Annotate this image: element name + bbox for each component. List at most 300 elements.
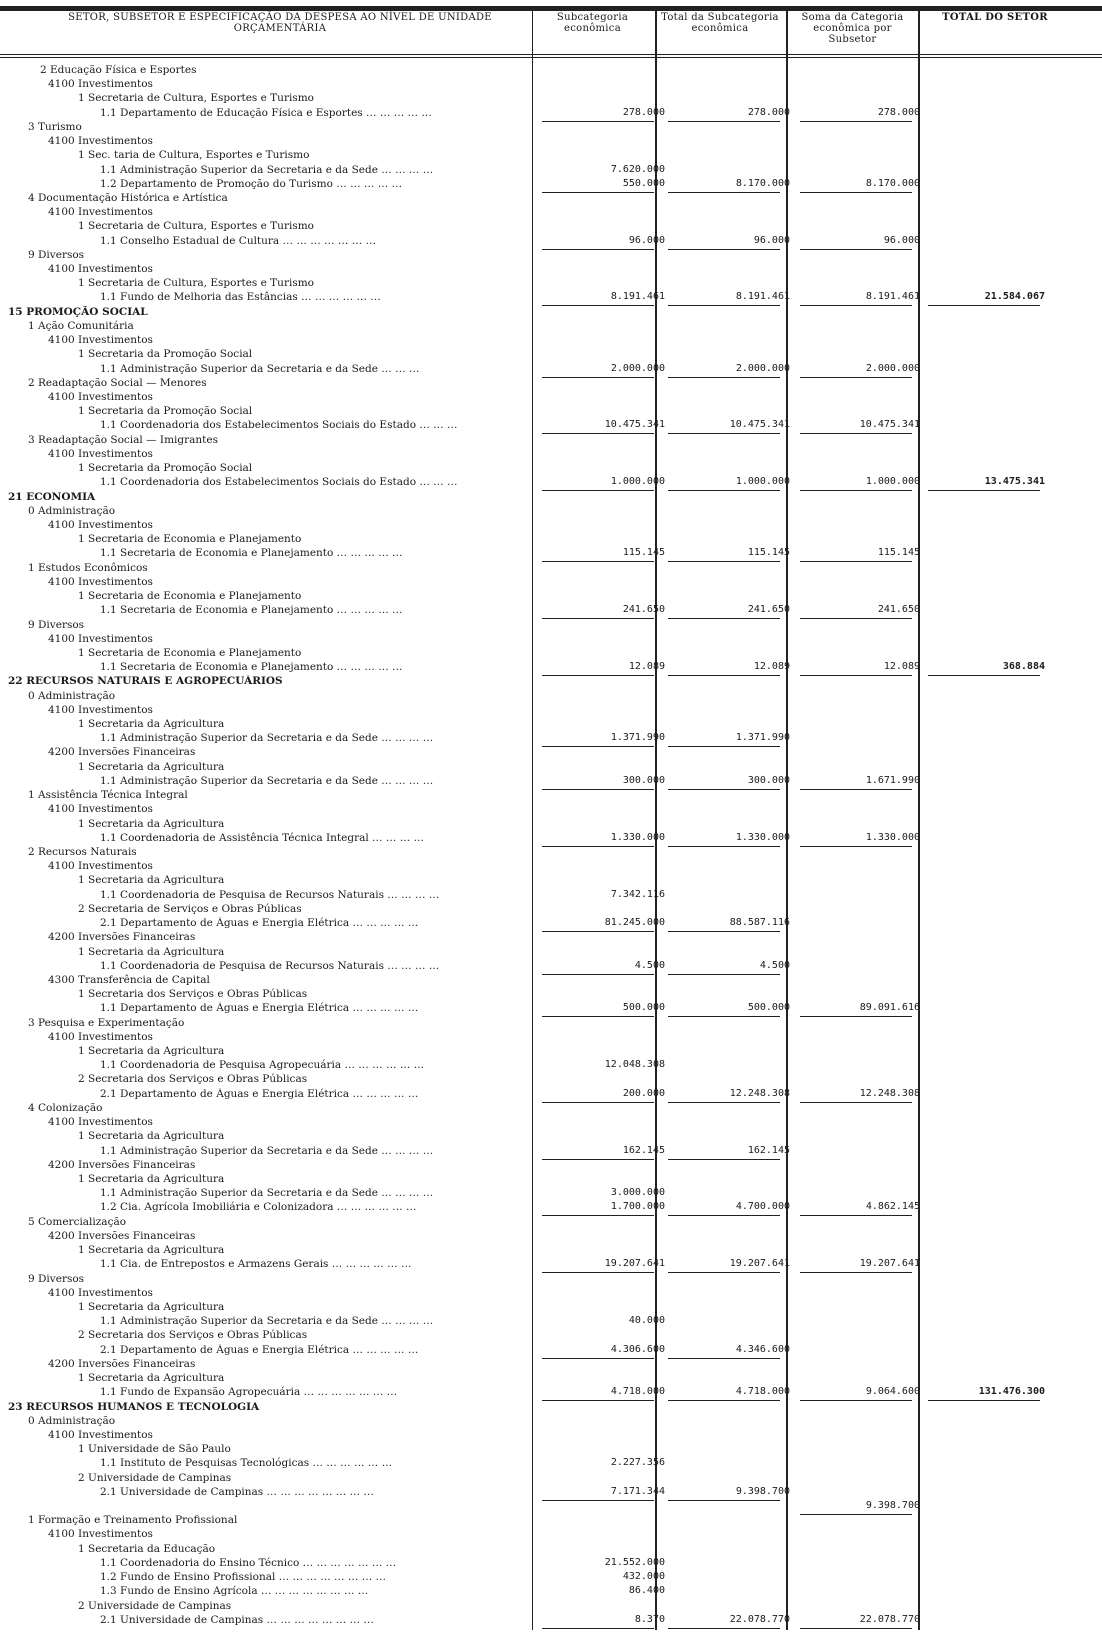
table-row: [0, 1500, 1102, 1512]
table-row: [0, 1543, 1102, 1555]
row-label: 1 Secretaria da Agricultura: [78, 1045, 225, 1057]
table-row: [0, 917, 1102, 929]
amount-c2: 1.330.000: [735, 832, 790, 843]
row-label: 4100 Investimentos: [48, 576, 153, 588]
amount-c2: 1.000.000: [735, 476, 790, 487]
table-row: [0, 1528, 1102, 1540]
amount-c2: 12.248.308: [729, 1088, 790, 1099]
row-label: 2 Universidade de Campinas: [78, 1472, 232, 1484]
table-row: [0, 1273, 1102, 1285]
row-label: 1 Secretaria da Agricultura: [78, 1130, 225, 1142]
row-label: 1.1 Administração Superior da Secretaria e da Sede … … … …: [100, 164, 434, 176]
table-row: [0, 149, 1102, 161]
amount-c1: 7.342.116: [610, 889, 665, 900]
amount-c3: 241.650: [877, 604, 920, 615]
row-label: 1 Ação Comunitária: [28, 320, 134, 332]
table-row: [0, 121, 1102, 133]
row-label: 1 Secretaria da Promoção Social: [78, 405, 253, 417]
table-row: [0, 1073, 1102, 1085]
table-row: [0, 1017, 1102, 1029]
table-row: [0, 903, 1102, 915]
row-label: 1.1 Administração Superior da Secretaria e da Sede … … … …: [100, 1145, 434, 1157]
row-label: 5 Comercialização: [28, 1216, 127, 1228]
row-label: 1 Secretaria da Agricultura: [78, 1244, 225, 1256]
table-row: [0, 1614, 1102, 1626]
table-row: [0, 64, 1102, 76]
header-total-subcategoria: Total da Subcategoria econômica: [661, 12, 779, 34]
table-row: [0, 1571, 1102, 1583]
table-row: [0, 1514, 1102, 1526]
amount-c1: 12.089: [628, 661, 665, 672]
table-row: [0, 704, 1102, 716]
table-row: [0, 1443, 1102, 1455]
row-label: 0 Administração: [28, 505, 116, 517]
table-row: [0, 690, 1102, 702]
row-label: 1 Secretaria da Promoção Social: [78, 462, 253, 474]
table-row: [0, 946, 1102, 958]
row-label: 2 Educação Física e Esportes: [40, 64, 197, 76]
row-label: 1.2 Departamento de Promoção do Turismo … … … … …: [100, 178, 403, 190]
row-label: 2.1 Departamento de Águas e Energia Elétrica … … … … …: [100, 1088, 419, 1100]
row-label: 1 Secretaria de Cultura, Esportes e Turismo: [78, 220, 314, 232]
amount-c1: 3.000.000: [610, 1187, 665, 1198]
amount-c3: 1.671.990: [865, 775, 920, 786]
table-row: [0, 434, 1102, 446]
row-label: 4100 Investimentos: [48, 334, 153, 346]
amount-c3: 1.000.000: [865, 476, 920, 487]
table-row: [0, 377, 1102, 389]
row-label: 4200 Inversões Financeiras: [48, 1358, 196, 1370]
row-label: 4100 Investimentos: [48, 704, 153, 716]
table-row: [0, 107, 1102, 119]
table-row: [0, 718, 1102, 730]
row-label: 4300 Transferência de Capital: [48, 974, 210, 986]
table-row: [0, 1329, 1102, 1341]
amount-c1: 10.475.341: [604, 419, 665, 430]
table-row: [0, 505, 1102, 517]
table-row: [0, 562, 1102, 574]
table-row: [0, 547, 1102, 559]
header-subcategoria: Subcategoria econômica: [556, 12, 629, 34]
table-row: [0, 1258, 1102, 1270]
table-row: [0, 320, 1102, 332]
amount-c1: 1.700.000: [610, 1201, 665, 1212]
row-label: 1.1 Secretaria de Economia e Planejamento … … … … …: [100, 547, 403, 559]
table-row: [0, 619, 1102, 631]
amount-c1: 162.145: [622, 1145, 665, 1156]
table-row: [0, 846, 1102, 858]
row-label: 1.1 Fundo de Expansão Agropecuária … … … … … … …: [100, 1386, 398, 1398]
table-row: [0, 277, 1102, 289]
amount-c1: 1.330.000: [610, 832, 665, 843]
row-label: 4100 Investimentos: [48, 448, 153, 460]
amount-c2: 19.207.641: [729, 1258, 790, 1269]
row-label: 1.1 Coordenadoria de Pesquisa de Recursos Naturais … … … …: [100, 960, 440, 972]
amount-c1: 115.145: [622, 547, 665, 558]
table-row: [0, 363, 1102, 375]
table-row: [0, 1216, 1102, 1228]
table-row: [0, 832, 1102, 844]
row-label: 2 Universidade de Campinas: [78, 1600, 232, 1612]
row-label: 1.1 Administração Superior da Secretaria e da Sede … … … …: [100, 1187, 434, 1199]
table-row: [0, 1088, 1102, 1100]
table-row: [0, 1315, 1102, 1327]
amount-c1: 1.000.000: [610, 476, 665, 487]
row-label: 1 Secretaria da Educação: [78, 1543, 216, 1555]
row-label: 4200 Inversões Financeiras: [48, 1230, 196, 1242]
row-label: 1 Sec. taria de Cultura, Esportes e Turismo: [78, 149, 310, 161]
row-label: 9 Diversos: [28, 249, 85, 261]
amount-c2: 300.000: [747, 775, 790, 786]
amount-c1: 2.227.356: [610, 1457, 665, 1468]
amount-c1: 40.000: [628, 1315, 665, 1326]
amount-c2: 8.170.000: [735, 178, 790, 189]
amount-c3: 9.398.700: [865, 1500, 920, 1511]
table-row: [0, 803, 1102, 815]
amount-c1: 278.000: [622, 107, 665, 118]
table-row: [0, 1358, 1102, 1370]
amount-c2: 1.371.990: [735, 732, 790, 743]
table-row: [0, 647, 1102, 659]
total-underline: [668, 1628, 780, 1629]
table-row: [0, 135, 1102, 147]
row-label: 1.1 Coordenadoria dos Estabelecimentos Sociais do Estado … … …: [100, 476, 458, 488]
amount-c1: 8.191.461: [610, 291, 665, 302]
amount-c2: 12.089: [753, 661, 790, 672]
amount-c2: 10.475.341: [729, 419, 790, 430]
table-row: [0, 604, 1102, 616]
table-row: [0, 405, 1102, 417]
amount-c2: 88.587.116: [729, 917, 790, 928]
amount-c3: 1.330.000: [865, 832, 920, 843]
table-row: [0, 92, 1102, 104]
amount-c1: 7.171.344: [610, 1486, 665, 1497]
table-row: [0, 988, 1102, 1000]
row-label: 2.1 Universidade de Campinas … … … … … … … …: [100, 1486, 374, 1498]
table-row: [0, 249, 1102, 261]
sector-row: [0, 1401, 1102, 1413]
total-underline: [542, 1628, 654, 1629]
table-row: [0, 1173, 1102, 1185]
row-label: 1.1 Fundo de Melhoria das Estâncias … … … … … …: [100, 291, 381, 303]
row-label: 1.1 Secretaria de Economia e Planejamento … … … … …: [100, 604, 403, 616]
row-label: 2 Readaptação Social — Menores: [28, 377, 207, 389]
row-label: 1 Secretaria da Agricultura: [78, 1372, 225, 1384]
table-row: [0, 761, 1102, 773]
header-total-setor: TOTAL DO SETOR: [942, 12, 1048, 23]
table-row: [0, 1287, 1102, 1299]
table-row: [0, 220, 1102, 232]
row-label: 1 Secretaria de Economia e Planejamento: [78, 590, 302, 602]
row-label: 4200 Inversões Financeiras: [48, 931, 196, 943]
amount-c1: 500.000: [622, 1002, 665, 1013]
row-label: 4100 Investimentos: [48, 633, 153, 645]
amount-c3: 12.248.308: [859, 1088, 920, 1099]
table-row: [0, 462, 1102, 474]
row-label: 4100 Investimentos: [48, 391, 153, 403]
row-label: 1 Secretaria da Agricultura: [78, 1301, 225, 1313]
amount-c1: 4.718.000: [610, 1386, 665, 1397]
amount-c1: 19.207.641: [604, 1258, 665, 1269]
row-label: 2 Recursos Naturais: [28, 846, 137, 858]
table-row: [0, 960, 1102, 972]
amount-c2: 22.078.770: [729, 1614, 790, 1625]
amount-c2: 9.398.700: [735, 1486, 790, 1497]
row-label: 4100 Investimentos: [48, 263, 153, 275]
sector-row: [0, 675, 1102, 687]
row-label: 4100 Investimentos: [48, 860, 153, 872]
row-label: 1 Universidade de São Paulo: [78, 1443, 231, 1455]
amount-c1: 96.000: [628, 235, 665, 246]
row-label: 1 Secretaria da Agricultura: [78, 946, 225, 958]
row-label: 0 Administração: [28, 1415, 116, 1427]
table-row: [0, 1429, 1102, 1441]
amount-c1: 12.048.308: [604, 1059, 665, 1070]
table-row: [0, 178, 1102, 190]
table-row: [0, 1145, 1102, 1157]
header-spec: SETOR, SUBSETOR E ESPECIFICAÇÃO DA DESPESA AO NÍVEL DE UNIDADE ORÇAMENTÁRIA: [68, 12, 492, 34]
table-row: [0, 889, 1102, 901]
row-label: 4100 Investimentos: [48, 1031, 153, 1043]
table-row: [0, 1244, 1102, 1256]
amount-c4: 13.475.341: [984, 476, 1045, 487]
table-row: [0, 1059, 1102, 1071]
table-row: [0, 1386, 1102, 1398]
table-row: [0, 476, 1102, 488]
row-label: 15 PROMOÇÃO SOCIAL: [8, 306, 148, 318]
amount-c3: 19.207.641: [859, 1258, 920, 1269]
amount-c3: 12.089: [883, 661, 920, 672]
row-label: 1 Secretaria da Agricultura: [78, 718, 225, 730]
amount-c3: 96.000: [883, 235, 920, 246]
table-row: [0, 519, 1102, 531]
table-row: [0, 775, 1102, 787]
table-row: [0, 732, 1102, 744]
row-label: 1.1 Coordenadoria de Pesquisa de Recursos Naturais … … … …: [100, 889, 440, 901]
amount-c2: 4.500: [759, 960, 790, 971]
row-label: 4100 Investimentos: [48, 78, 153, 90]
row-label: 1 Assistência Técnica Integral: [28, 789, 188, 801]
row-label: 1.1 Coordenadoria de Pesquisa Agropecuária … … … … … …: [100, 1059, 425, 1071]
row-label: 1.1 Departamento de Águas e Energia Elétrica … … … … …: [100, 1002, 419, 1014]
amount-c3: 22.078.770: [859, 1614, 920, 1625]
amount-c2: 115.145: [747, 547, 790, 558]
table-row: [0, 391, 1102, 403]
amount-c1: 4.306.600: [610, 1344, 665, 1355]
table-row: [0, 263, 1102, 275]
row-label: 1 Secretaria da Agricultura: [78, 1173, 225, 1185]
table-row: [0, 533, 1102, 545]
row-label: 4100 Investimentos: [48, 206, 153, 218]
amount-c3: 278.000: [877, 107, 920, 118]
row-label: 1 Secretaria de Cultura, Esportes e Turismo: [78, 92, 314, 104]
row-label: 4100 Investimentos: [48, 803, 153, 815]
table-row: [0, 974, 1102, 986]
amount-c1: 86.400: [628, 1585, 665, 1596]
row-label: 1.1 Administração Superior da Secretaria e da Sede … … …: [100, 363, 420, 375]
amount-c3: 8.191.461: [865, 291, 920, 302]
row-label: 4100 Investimentos: [48, 1429, 153, 1441]
amount-c1: 4.500: [634, 960, 665, 971]
amount-c1: 550.000: [622, 178, 665, 189]
amount-c3: 8.170.000: [865, 178, 920, 189]
amount-c4: 21.584.067: [984, 291, 1045, 302]
table-row: [0, 1031, 1102, 1043]
table-row: [0, 1585, 1102, 1597]
table-row: [0, 1116, 1102, 1128]
row-label: 4100 Investimentos: [48, 1116, 153, 1128]
row-label: 1 Secretaria da Agricultura: [78, 818, 225, 830]
amount-c2: 500.000: [747, 1002, 790, 1013]
amount-c3: 10.475.341: [859, 419, 920, 430]
row-label: 1 Estudos Econômicos: [28, 562, 148, 574]
row-label: 3 Turismo: [28, 121, 82, 133]
row-label: 1.1 Administração Superior da Secretaria e da Sede … … … …: [100, 1315, 434, 1327]
table-row: [0, 1415, 1102, 1427]
table-row: [0, 1230, 1102, 1242]
amount-c1: 81.245.000: [604, 917, 665, 928]
row-label: 2 Secretaria dos Serviços e Obras Públicas: [78, 1073, 308, 1085]
row-label: 1.1 Instituto de Pesquisas Tecnológicas … … … … … …: [100, 1457, 393, 1469]
row-label: 9 Diversos: [28, 619, 85, 631]
table-row: [0, 860, 1102, 872]
amount-c1: 21.552.000: [604, 1557, 665, 1568]
row-label: 1.1 Administração Superior da Secretaria e da Sede … … … …: [100, 775, 434, 787]
row-label: 1.1 Conselho Estadual de Cultura … … … … … … …: [100, 235, 377, 247]
row-label: 1.2 Cia. Agrícola Imobiliária e Colonizadora … … … … … …: [100, 1201, 417, 1213]
amount-c1: 1.371.990: [610, 732, 665, 743]
row-label: 3 Pesquisa e Experimentação: [28, 1017, 185, 1029]
row-label: 1 Secretaria da Agricultura: [78, 761, 225, 773]
table-row: [0, 1201, 1102, 1213]
row-label: 0 Administração: [28, 690, 116, 702]
row-label: 23 RECURSOS HUMANOS E TECNOLOGIA: [8, 1401, 260, 1413]
amount-c3: 9.064.600: [865, 1386, 920, 1397]
row-label: 1 Secretaria da Agricultura: [78, 874, 225, 886]
table-row: [0, 1472, 1102, 1484]
row-label: 1.1 Departamento de Educação Física e Esportes … … … … …: [100, 107, 432, 119]
table-row: [0, 419, 1102, 431]
amount-c2: 162.145: [747, 1145, 790, 1156]
table-row: [0, 334, 1102, 346]
table-row: [0, 931, 1102, 943]
row-label: 1.1 Administração Superior da Secretaria e da Sede … … … …: [100, 732, 434, 744]
table-row: [0, 789, 1102, 801]
row-label: 1.1 Coordenadoria do Ensino Técnico … … … … … … …: [100, 1557, 397, 1569]
table-row: [0, 1372, 1102, 1384]
table-row: [0, 206, 1102, 218]
row-label: 1.1 Coordenadoria dos Estabelecimentos Sociais do Estado … … …: [100, 419, 458, 431]
table-row: [0, 1102, 1102, 1114]
row-label: 2.1 Departamento de Águas e Energia Elétrica … … … … …: [100, 917, 419, 929]
row-label: 4 Documentação Histórica e Artística: [28, 192, 228, 204]
row-label: 1.3 Fundo de Ensino Agrícola … … … … … … … …: [100, 1585, 369, 1597]
row-label: 4100 Investimentos: [48, 1528, 153, 1540]
amount-c3: 115.145: [877, 547, 920, 558]
table-row: [0, 1045, 1102, 1057]
amount-c2: 241.650: [747, 604, 790, 615]
amount-c4: 368.884: [1002, 661, 1045, 672]
amount-c4: 131.476.300: [978, 1386, 1045, 1397]
amount-c2: 278.000: [747, 107, 790, 118]
row-label: 2.1 Universidade de Campinas … … … … … … … …: [100, 1614, 374, 1626]
total-underline: [800, 1628, 912, 1629]
amount-c2: 4.718.000: [735, 1386, 790, 1397]
row-label: 1 Secretaria de Economia e Planejamento: [78, 647, 302, 659]
amount-c2: 96.000: [753, 235, 790, 246]
amount-c1: 2.000.000: [610, 363, 665, 374]
table-row: [0, 164, 1102, 176]
table-row: [0, 1344, 1102, 1356]
row-label: 3 Readaptação Social — Imigrantes: [28, 434, 218, 446]
table-row: [0, 1002, 1102, 1014]
table-row: [0, 818, 1102, 830]
row-label: 1 Formação e Treinamento Profissional: [28, 1514, 238, 1526]
table-row: [0, 1457, 1102, 1469]
row-label: 4200 Inversões Financeiras: [48, 1159, 196, 1171]
table-row: [0, 348, 1102, 360]
row-label: 4200 Inversões Financeiras: [48, 746, 196, 758]
table-row: [0, 1301, 1102, 1313]
row-label: 2 Secretaria de Serviços e Obras Públicas: [78, 903, 302, 915]
table-row: [0, 633, 1102, 645]
row-label: 2.1 Departamento de Águas e Energia Elétrica … … … … …: [100, 1344, 419, 1356]
amount-c3: 89.091.616: [859, 1002, 920, 1013]
amount-c1: 200.000: [622, 1088, 665, 1099]
row-label: 21 ECONOMIA: [8, 491, 96, 503]
table-row: [0, 1159, 1102, 1171]
amount-c2: 8.191.461: [735, 291, 790, 302]
row-label: 1 Secretaria dos Serviços e Obras Públicas: [78, 988, 308, 1000]
row-label: 4100 Investimentos: [48, 135, 153, 147]
table-row: [0, 291, 1102, 303]
table-row: [0, 661, 1102, 673]
amount-c2: 4.346.600: [735, 1344, 790, 1355]
amount-c2: 4.700.000: [735, 1201, 790, 1212]
amount-c1: 300.000: [622, 775, 665, 786]
row-label: 4100 Investimentos: [48, 519, 153, 531]
amount-c1: 241.650: [622, 604, 665, 615]
table-row: [0, 78, 1102, 90]
table-row: [0, 590, 1102, 602]
amount-c1: 7.620.000: [610, 164, 665, 175]
table-row: [0, 1486, 1102, 1498]
row-label: 1 Secretaria de Cultura, Esportes e Turismo: [78, 277, 314, 289]
row-label: 1.1 Secretaria de Economia e Planejamento … … … … …: [100, 661, 403, 673]
row-label: 2 Secretaria dos Serviços e Obras Públicas: [78, 1329, 308, 1341]
table-row: [0, 235, 1102, 247]
row-label: 9 Diversos: [28, 1273, 85, 1285]
row-label: 1 Secretaria da Promoção Social: [78, 348, 253, 360]
row-label: 22 RECURSOS NATURAIS E AGROPECUÁRIOS: [8, 675, 283, 687]
row-label: 1 Secretaria de Economia e Planejamento: [78, 533, 302, 545]
amount-c2: 2.000.000: [735, 363, 790, 374]
table-row: [0, 192, 1102, 204]
row-label: 4100 Investimentos: [48, 1287, 153, 1299]
row-label: 4 Colonização: [28, 1102, 103, 1114]
row-label: 1.1 Cia. de Entrepostos e Armazens Gerais … … … … … …: [100, 1258, 412, 1270]
table-row: [0, 1557, 1102, 1569]
amount-c3: 4.862.145: [865, 1201, 920, 1212]
sector-row: [0, 491, 1102, 503]
amount-c1: 8.370: [634, 1614, 665, 1625]
amount-c1: 432.000: [622, 1571, 665, 1582]
row-label: 1.2 Fundo de Ensino Profissional … … … … … … … …: [100, 1571, 387, 1583]
table-row: [0, 746, 1102, 758]
table-row: [0, 1130, 1102, 1142]
row-label: 1.1 Coordenadoria de Assistência Técnica Integral … … … …: [100, 832, 425, 844]
amount-c3: 2.000.000: [865, 363, 920, 374]
